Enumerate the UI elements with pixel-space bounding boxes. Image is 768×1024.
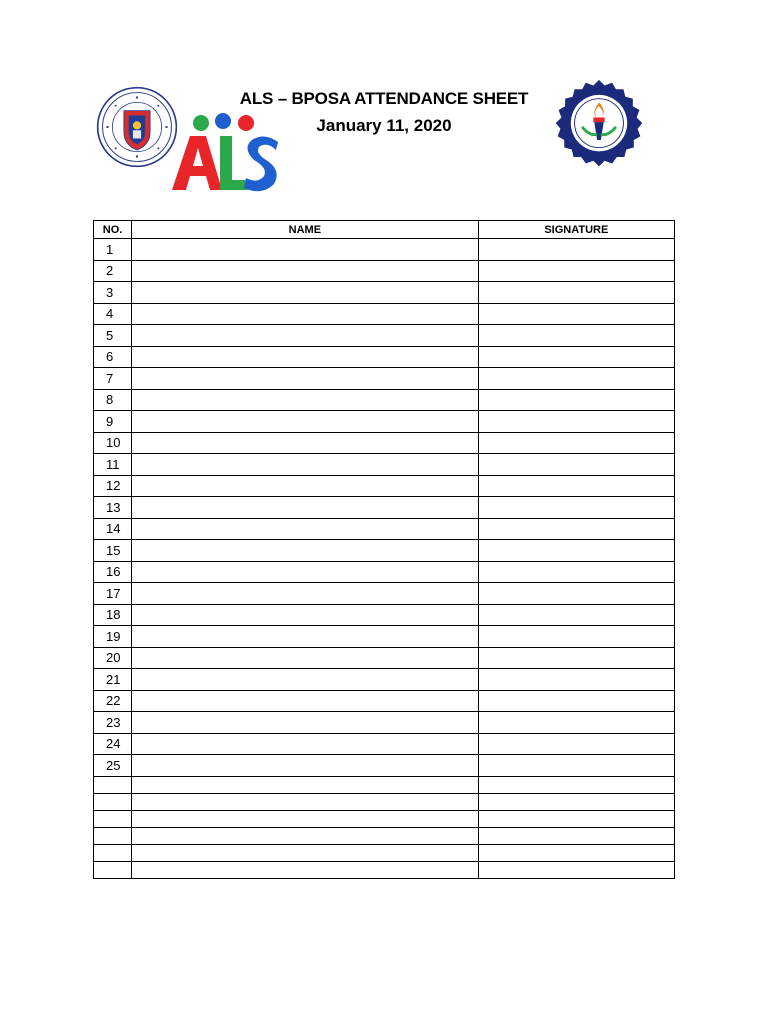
table-row xyxy=(94,432,675,454)
row-number: 24 xyxy=(94,733,132,755)
table-row xyxy=(94,239,675,261)
table-row xyxy=(94,368,675,390)
row-number: 12 xyxy=(94,475,132,497)
row-number: 19 xyxy=(94,626,132,648)
signature-cell[interactable] xyxy=(478,540,674,562)
table-row xyxy=(94,325,675,347)
signature-cell[interactable] xyxy=(478,282,674,304)
table-row xyxy=(94,497,675,519)
table-row xyxy=(94,518,675,540)
school-seal-icon xyxy=(552,78,646,172)
row-number: 15 xyxy=(94,540,132,562)
signature-cell[interactable] xyxy=(478,325,674,347)
table-row xyxy=(94,690,675,712)
name-cell[interactable] xyxy=(132,827,479,844)
table-row xyxy=(94,346,675,368)
signature-cell[interactable] xyxy=(478,844,674,861)
signature-cell[interactable] xyxy=(478,454,674,476)
row-number: 8 xyxy=(94,389,132,411)
table-row xyxy=(94,669,675,691)
row-number: 1 xyxy=(94,239,132,261)
row-number xyxy=(94,793,132,810)
name-cell[interactable] xyxy=(132,368,479,390)
sheet-date: January 11, 2020 xyxy=(316,116,452,135)
name-cell[interactable] xyxy=(132,844,479,861)
signature-cell[interactable] xyxy=(478,368,674,390)
header-no: NO. xyxy=(94,221,132,239)
name-cell[interactable] xyxy=(132,239,479,261)
header-name: NAME xyxy=(132,221,479,239)
blank-table-row xyxy=(94,793,675,810)
row-number xyxy=(94,810,132,827)
name-cell[interactable] xyxy=(132,325,479,347)
attendance-table xyxy=(93,220,675,879)
row-number: 4 xyxy=(94,303,132,325)
signature-cell[interactable] xyxy=(478,810,674,827)
signature-cell[interactable] xyxy=(478,583,674,605)
row-number: 2 xyxy=(94,260,132,282)
row-number: 23 xyxy=(94,712,132,734)
table-row xyxy=(94,733,675,755)
name-cell[interactable] xyxy=(132,583,479,605)
name-cell[interactable] xyxy=(132,540,479,562)
name-cell[interactable] xyxy=(132,346,479,368)
row-number: 20 xyxy=(94,647,132,669)
signature-cell[interactable] xyxy=(478,239,674,261)
name-cell[interactable] xyxy=(132,497,479,519)
row-number: 18 xyxy=(94,604,132,626)
name-cell[interactable] xyxy=(132,604,479,626)
name-cell[interactable] xyxy=(132,475,479,497)
table-row xyxy=(94,647,675,669)
name-cell[interactable] xyxy=(132,712,479,734)
table-body xyxy=(94,239,675,879)
name-cell[interactable] xyxy=(132,755,479,777)
signature-cell[interactable] xyxy=(478,561,674,583)
signature-cell[interactable] xyxy=(478,411,674,433)
table-row xyxy=(94,755,675,777)
name-cell[interactable] xyxy=(132,518,479,540)
name-cell[interactable] xyxy=(132,303,479,325)
signature-cell[interactable] xyxy=(478,518,674,540)
signature-cell[interactable] xyxy=(478,647,674,669)
table-row xyxy=(94,475,675,497)
name-cell[interactable] xyxy=(132,647,479,669)
row-number: 17 xyxy=(94,583,132,605)
table-row xyxy=(94,389,675,411)
row-number: 21 xyxy=(94,669,132,691)
sheet-title: ALS – BPOSA ATTENDANCE SHEET xyxy=(239,89,529,108)
signature-cell[interactable] xyxy=(478,793,674,810)
row-number: 22 xyxy=(94,690,132,712)
signature-cell[interactable] xyxy=(478,776,674,793)
name-cell[interactable] xyxy=(132,733,479,755)
blank-table-row xyxy=(94,844,675,861)
row-number: 6 xyxy=(94,346,132,368)
table-row xyxy=(94,454,675,476)
row-number: 5 xyxy=(94,325,132,347)
row-number: 3 xyxy=(94,282,132,304)
name-cell[interactable] xyxy=(132,861,479,878)
row-number: 16 xyxy=(94,561,132,583)
row-number: 10 xyxy=(94,432,132,454)
name-cell[interactable] xyxy=(132,411,479,433)
table-row xyxy=(94,583,675,605)
row-number xyxy=(94,827,132,844)
table-row xyxy=(94,540,675,562)
signature-cell[interactable] xyxy=(478,475,674,497)
signature-cell[interactable] xyxy=(478,303,674,325)
signature-cell[interactable] xyxy=(478,432,674,454)
name-cell[interactable] xyxy=(132,282,479,304)
deped-seal-icon xyxy=(96,86,178,168)
name-cell[interactable] xyxy=(132,776,479,793)
signature-cell[interactable] xyxy=(478,260,674,282)
row-number: 11 xyxy=(94,454,132,476)
signature-cell[interactable] xyxy=(478,626,674,648)
row-number: 13 xyxy=(94,497,132,519)
signature-cell[interactable] xyxy=(478,690,674,712)
signature-cell[interactable] xyxy=(478,861,674,878)
signature-cell[interactable] xyxy=(478,346,674,368)
blank-table-row xyxy=(94,810,675,827)
signature-cell[interactable] xyxy=(478,497,674,519)
name-cell[interactable] xyxy=(132,260,479,282)
blank-table-row xyxy=(94,827,675,844)
row-number xyxy=(94,776,132,793)
name-cell[interactable] xyxy=(132,626,479,648)
table-row xyxy=(94,411,675,433)
signature-cell[interactable] xyxy=(478,755,674,777)
name-cell[interactable] xyxy=(132,793,479,810)
title-block xyxy=(200,88,568,137)
name-cell[interactable] xyxy=(132,669,479,691)
name-cell[interactable] xyxy=(132,432,479,454)
table-row xyxy=(94,260,675,282)
row-number: 9 xyxy=(94,411,132,433)
signature-cell[interactable] xyxy=(478,604,674,626)
table-row xyxy=(94,712,675,734)
signature-cell[interactable] xyxy=(478,389,674,411)
blank-table-row xyxy=(94,861,675,878)
table-row xyxy=(94,626,675,648)
row-number: 7 xyxy=(94,368,132,390)
row-number: 25 xyxy=(94,755,132,777)
signature-cell[interactable] xyxy=(478,827,674,844)
row-number xyxy=(94,861,132,878)
signature-cell[interactable] xyxy=(478,712,674,734)
header-signature: SIGNATURE xyxy=(478,221,674,239)
table-header-row xyxy=(94,221,675,239)
table-row xyxy=(94,303,675,325)
row-number xyxy=(94,844,132,861)
table-row xyxy=(94,282,675,304)
name-cell[interactable] xyxy=(132,389,479,411)
name-cell[interactable] xyxy=(132,454,479,476)
name-cell[interactable] xyxy=(132,561,479,583)
name-cell[interactable] xyxy=(132,690,479,712)
signature-cell[interactable] xyxy=(478,733,674,755)
table-row xyxy=(94,561,675,583)
row-number: 14 xyxy=(94,518,132,540)
name-cell[interactable] xyxy=(132,810,479,827)
table-row xyxy=(94,604,675,626)
signature-cell[interactable] xyxy=(478,669,674,691)
blank-table-row xyxy=(94,776,675,793)
